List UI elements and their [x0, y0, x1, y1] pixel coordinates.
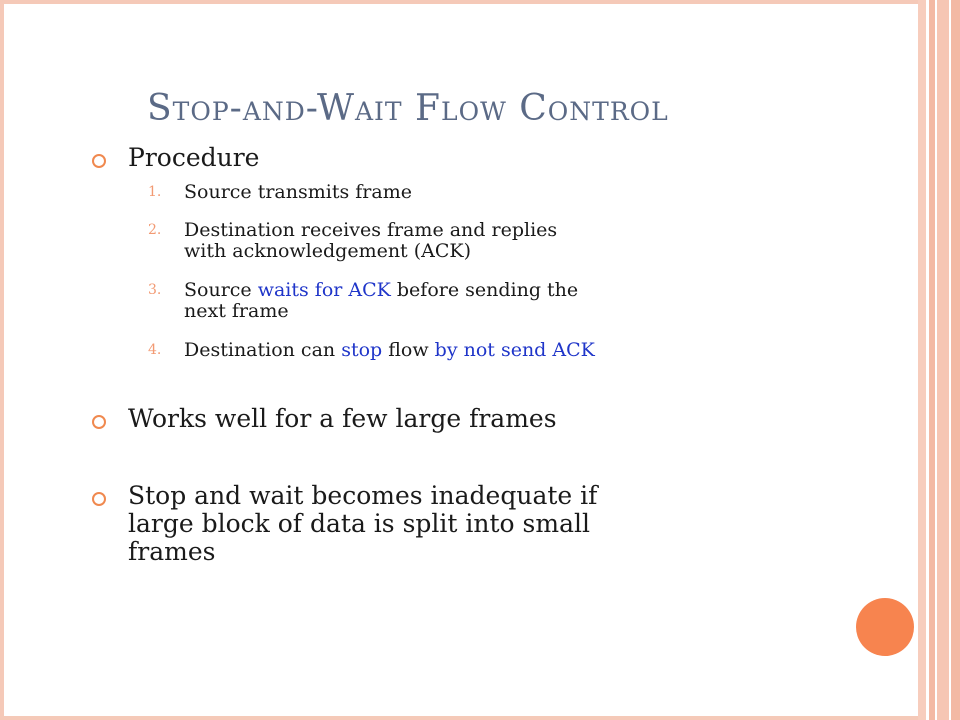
- step-segment: Destination can: [184, 339, 342, 361]
- bullet-text: Procedure: [128, 143, 260, 172]
- step-number: 1.: [148, 184, 162, 200]
- step-segment: Source: [184, 279, 258, 301]
- step-segment: flow: [382, 339, 435, 361]
- step-text: [184, 340, 595, 361]
- step-line: with acknowledgement (ACK): [184, 240, 472, 262]
- slide-title: Stop-and-Wait Flow Control: [147, 88, 669, 129]
- step-line: next frame: [184, 300, 289, 322]
- right-stripe: [937, 0, 949, 720]
- bullet-text: Works well for a few large frames: [128, 404, 557, 433]
- frame-left-border: [0, 0, 4, 720]
- bullet-line: large block of data is split into small: [128, 509, 590, 538]
- step-highlight: waits for ACK: [257, 279, 391, 301]
- frame-top-border: [0, 0, 918, 4]
- step-text: [184, 220, 557, 262]
- step-segment: before sending the: [390, 279, 579, 301]
- decorative-orange-circle: [856, 598, 914, 656]
- step-highlight: stop: [341, 339, 383, 361]
- step-text: Source transmits frame: [184, 181, 412, 203]
- step-number: 2.: [148, 222, 162, 238]
- bullet-line: frames: [128, 537, 216, 566]
- step-line: Destination receives frame and replies: [184, 219, 558, 241]
- step-text: [184, 280, 578, 322]
- step-number: 3.: [148, 282, 162, 298]
- right-stripe: [918, 0, 926, 720]
- bullet-text: [128, 482, 597, 566]
- right-stripe: [951, 0, 960, 720]
- ring-bullet-icon: [92, 415, 106, 429]
- step-number: 4.: [148, 342, 162, 358]
- step-highlight: by not send ACK: [434, 339, 595, 361]
- ring-bullet-icon: [92, 154, 106, 168]
- ring-bullet-icon: [92, 492, 106, 506]
- frame-bottom-border: [0, 716, 918, 720]
- bullet-line: Stop and wait becomes inadequate if: [128, 481, 598, 510]
